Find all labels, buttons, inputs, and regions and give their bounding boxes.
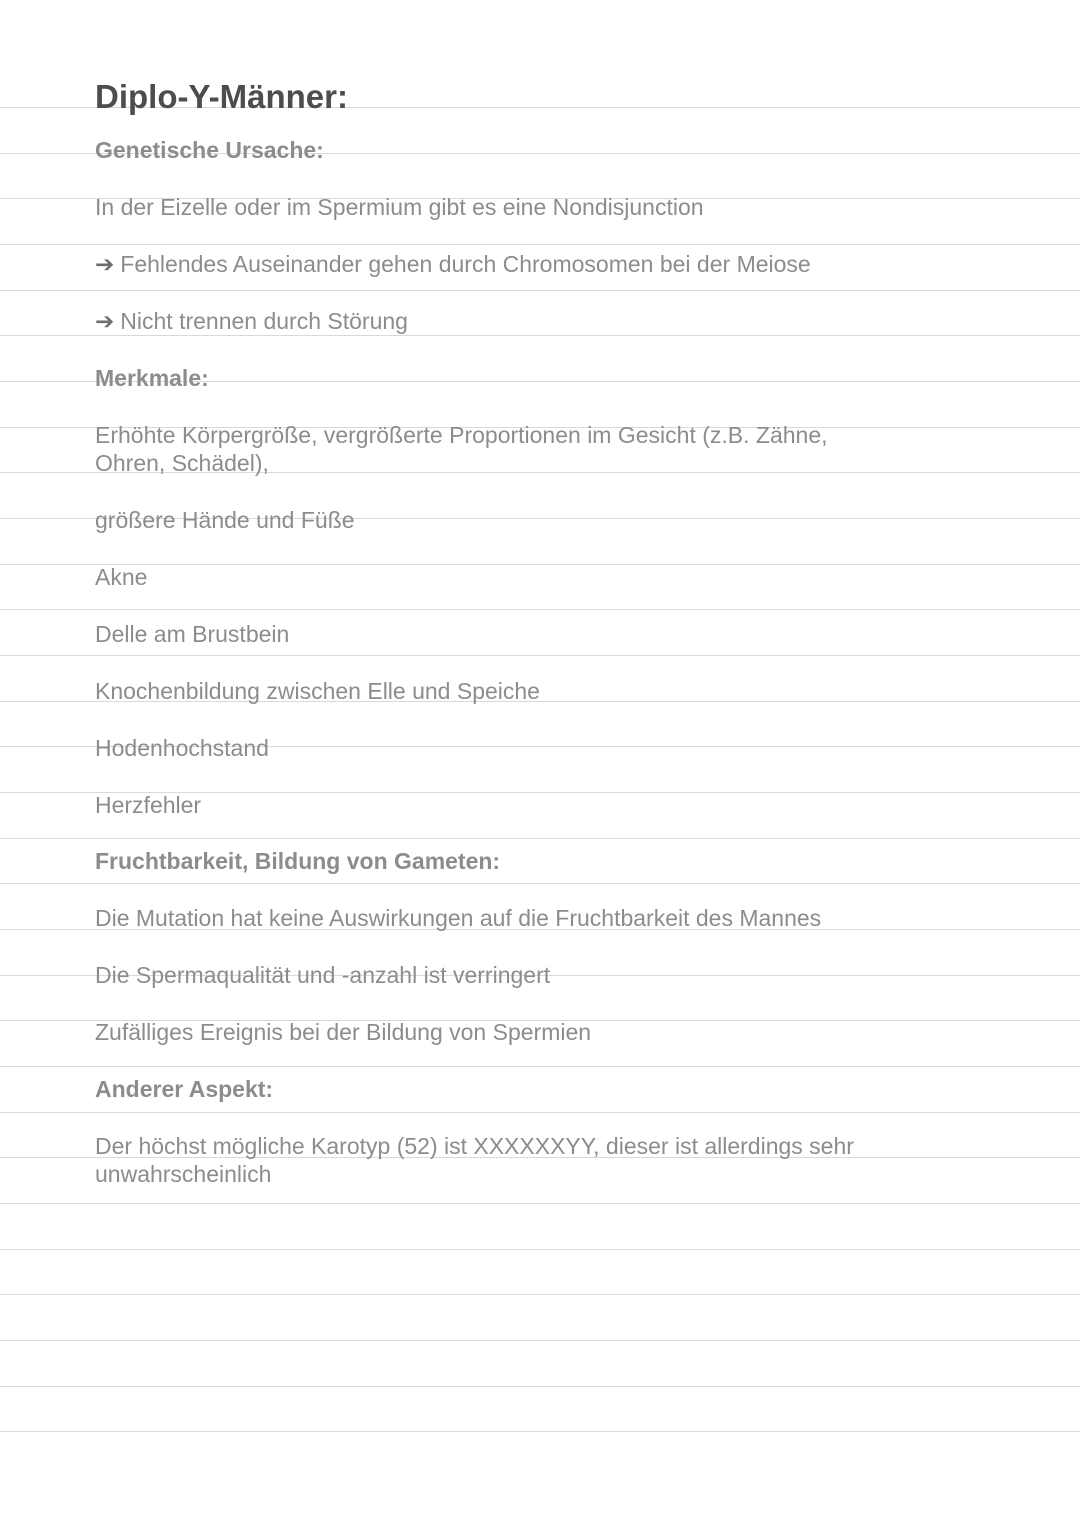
section-heading-fruchtbarkeit: Fruchtbarkeit, Bildung von Gameten: xyxy=(95,848,501,874)
ruled-line xyxy=(0,609,1080,610)
list-item: Delle am Brustbein xyxy=(95,621,290,647)
list-item-text: Fehlendes Auseinander gehen durch Chromosomen bei der Meiose xyxy=(120,251,811,277)
ruled-line xyxy=(0,1066,1080,1067)
list-item-text: Nicht trennen durch Störung xyxy=(120,308,408,334)
ruled-line xyxy=(0,244,1080,245)
ruled-line xyxy=(0,1340,1080,1341)
list-item: Die Mutation hat keine Auswirkungen auf die Fruchtbarkeit des Mannes xyxy=(95,905,822,931)
list-item: Zufälliges Ereignis bei der Bildung von Spermien xyxy=(95,1019,592,1045)
ruled-line xyxy=(0,883,1080,884)
list-item: Der höchst mögliche Karotyp (52) ist XXXXXXYY, dieser ist allerdings sehr xyxy=(95,1133,854,1159)
ruled-line xyxy=(0,838,1080,839)
list-item: Akne xyxy=(95,564,148,590)
ruled-line xyxy=(0,1386,1080,1387)
section-heading-genetische-ursache: Genetische Ursache: xyxy=(95,137,324,163)
list-item: größere Hände und Füße xyxy=(95,507,355,533)
ruled-line xyxy=(0,1112,1080,1113)
list-item: Hodenhochstand xyxy=(95,735,269,761)
list-item: Die Spermaqualität und -anzahl ist verringert xyxy=(95,962,551,988)
arrow-right-icon: ➔ xyxy=(95,251,115,277)
ruled-line xyxy=(0,290,1080,291)
ruled-line xyxy=(0,564,1080,565)
list-item: Knochenbildung zwischen Elle und Speiche xyxy=(95,678,540,704)
list-item-continuation: Ohren, Schädel), xyxy=(95,450,269,476)
page-title: Diplo-Y-Männer: xyxy=(95,78,348,115)
ruled-line xyxy=(0,335,1080,336)
ruled-line xyxy=(0,655,1080,656)
ruled-line xyxy=(0,1294,1080,1295)
list-item: Herzfehler xyxy=(95,792,202,818)
list-item-arrow xyxy=(95,307,408,335)
list-item-arrow xyxy=(95,250,811,278)
list-item-continuation: unwahrscheinlich xyxy=(95,1161,272,1187)
section-heading-anderer-aspekt: Anderer Aspekt: xyxy=(95,1076,274,1102)
ruled-line xyxy=(0,1249,1080,1250)
section-heading-merkmale: Merkmale: xyxy=(95,365,209,391)
ruled-line xyxy=(0,1431,1080,1432)
list-item: In der Eizelle oder im Spermium gibt es eine Nondisjunction xyxy=(95,194,704,220)
arrow-right-icon: ➔ xyxy=(95,308,115,334)
list-item: Erhöhte Körpergröße, vergrößerte Proportionen im Gesicht (z.B. Zähne, xyxy=(95,422,828,448)
ruled-line xyxy=(0,1203,1080,1204)
